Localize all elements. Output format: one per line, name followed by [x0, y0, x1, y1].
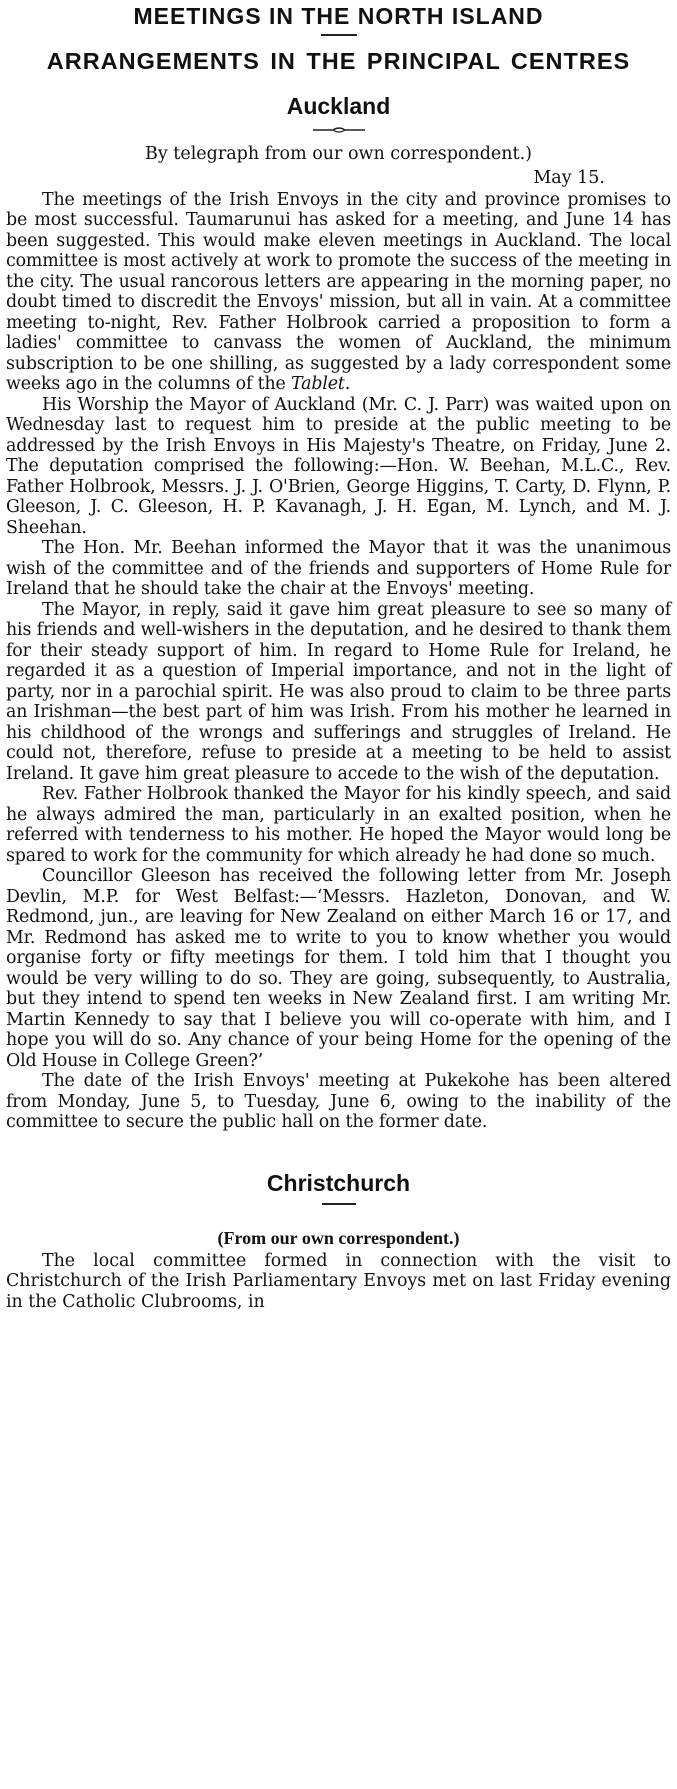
ornament-divider: [311, 126, 367, 134]
paragraph: The date of the Irish Envoys' meeting at Pukekohe has been altered from Monday, June 5, to Tuesday, June 6, owing to the inability of the committee to secure the public hall on the former date.: [6, 1071, 671, 1132]
paragraph: Councillor Gleeson has received the following letter from Mr. Joseph Devlin, M.P. for West Belfast:—‘Messrs. Hazleton, Donovan, and W. Redmond, jun., are leaving for New Zealand on either March 16 or 17, and Mr. Redmond has asked me to write to you to know whether you would organise forty or fifty meetings for them. I told him that I thought you would be very willing to do so. They are going, subsequently, to Australia, but they intend to spend ten weeks in New Zealand first. I am writing Mr. Martin Kennedy to say that I believe you will co-operate with him, and I hope you will do so. Any chance of your being Home for the opening of the Old House in College Green?’: [6, 866, 671, 1071]
article-body-christchurch: [6, 1251, 671, 1313]
paragraph: Rev. Father Holbrook thanked the Mayor for his kindly speech, and said he always admired the man, particularly in an exalted position, when he referred with tenderness to his mother. He hoped the Mayor would long be spared to work for the community for which already he had done so much.: [6, 784, 671, 866]
subheadline: ARRANGEMENTS IN THE PRINCIPAL CENTRES: [46, 47, 631, 74]
dateline: May 15.: [533, 167, 605, 188]
byline-christchurch: (From our own correspondent.): [217, 1227, 460, 1248]
section-rule: [322, 1203, 356, 1205]
article-body-auckland: [6, 190, 671, 1133]
byline-auckland: By telegraph from our own correspondent.): [145, 143, 532, 164]
paragraph: The Hon. Mr. Beehan informed the Mayor that it was the unanimous wish of the committee and of the friends and supporters of Home Rule for Ireland that he should take the chair at the Envoys' meeting.: [6, 538, 671, 599]
italic-reference: Tablet: [291, 374, 345, 394]
paragraph: The Mayor, in reply, said it gave him great pleasure to see so many of his friends and well-wishers in the deputation, and he desired to thank them for their steady support of him. In regard to Home Rule for Ireland, he regarded it as a question of Imperial importance, and not in the light of party, nor in a parochial spirit. He was also proud to claim to be three parts an Irishman—the best part of him was Irish. From his mother he learned in his childhood of the wrongs and sufferings and struggles of Ireland. He could not, therefore, refuse to preside at a meeting to be held to assist Ireland. It gave him great pleasure to accede to the wish of the deputation.: [6, 599, 671, 784]
paragraph: His Worship the Mayor of Auckland (Mr. C. J. Parr) was waited upon on Wednesday last to request him to preside at the public meeting to be addressed by the Irish Envoys in His Majesty's Theatre, on Friday, June 2. The deputation comprised the following:—Hon. W. Beehan, M.L.C., Rev. Father Holbrook, Messrs. J. J. O'Brien, George Higgins, T. Carty, D. Flynn, P. Gleeson, J. C. Gleeson, H. P. Kavanagh, J. H. Egan, M. Lynch, and M. J. Sheehan.: [6, 394, 671, 538]
section-title-auckland: Auckland: [286, 92, 391, 119]
paragraph: The local committee formed in connection with the visit to Christchurch of the Irish Parliamentary Envoys met on last Friday evening in the Catholic Clubrooms, in: [6, 1250, 671, 1312]
section-title-christchurch: Christchurch: [266, 1169, 411, 1196]
paragraph: The meetings of the Irish Envoys in the city and province promises to be most successful. Taumarunui has asked for a meeting, and June 14 has been suggested. This would make eleven meetings in Auckland. The local committee is most actively at work to promote the success of the meeting in the city. The usual rancorous letters are appearing in the morning paper, no doubt timed to discredit the Envoys' mission, but all in vain. At a committee meeting to-night, Rev. Father Holbrook carried a proposition to form a ladies' committee to canvass the women of Auckland, the minimum subscription to be one shilling, as suggested by a lady correspondent some weeks ago in the columns of the Tablet.: [6, 189, 671, 394]
headline: MEETINGS IN THE NORTH ISLAND: [133, 3, 544, 29]
